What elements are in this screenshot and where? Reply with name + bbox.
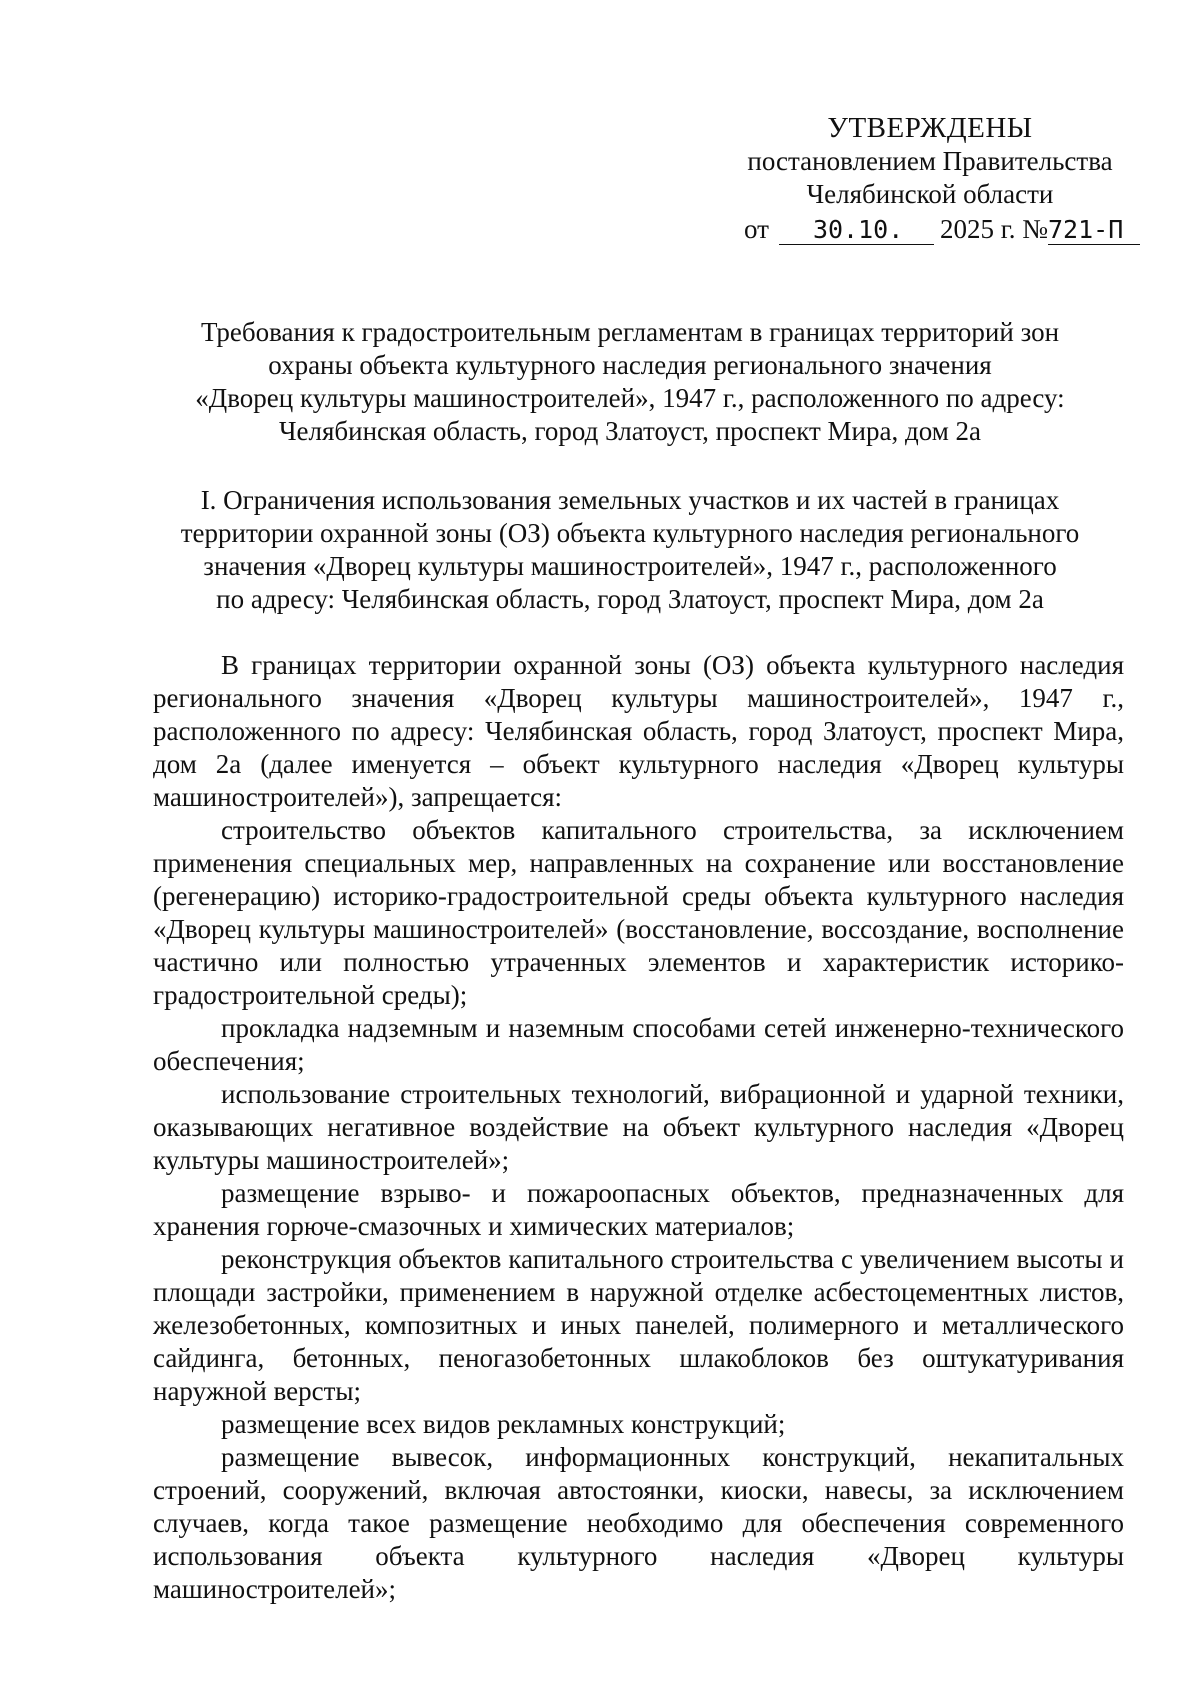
- approved-heading: УТВЕРЖДЕНЫ: [827, 112, 1033, 144]
- title-line: охраны объекта культурного наследия регионального значения: [268, 350, 992, 380]
- region-line: Челябинской области: [806, 179, 1054, 209]
- approved-by-line: постановлением Правительства: [747, 146, 1113, 176]
- body-paragraph: строительство объектов капитального строительства, за исключением применения специальных мер, направленных на сохранение или восстановление (регенерацию) историко-градостроительной среды объекта культурного наследия «Дворец культуры машиностроителей» (восстановление, воссоздание, восполнение частично или полностью утраченных элементов и характеристик историко-градостроительной среды);: [153, 815, 1124, 1010]
- section-heading-line: значения «Дворец культуры машиностроителей», 1947 г., расположенного: [203, 551, 1057, 581]
- section-heading-line: I. Ограничения использования земельных участков и их частей в границах: [200, 485, 1060, 515]
- body-paragraph: размещение всех видов рекламных конструкций;: [221, 1409, 786, 1439]
- from-label: от: [744, 214, 769, 244]
- body-paragraph: прокладка надземным и наземным способами сетей инженерно-технического обеспечения;: [153, 1013, 1124, 1076]
- body-paragraph: реконструкция объектов капитального строительства с увеличением высоты и площади застройки, применением в наружной отделке асбестоцементных листов, железобетонных, композитных и иных панелей, полимерного и металлического сайдинга, бетонных, пеногазобетонных шлакоблоков без оштукатуривания наружной версты;: [153, 1244, 1124, 1406]
- body-text: [153, 649, 1124, 1606]
- title-line: Челябинская область, город Златоуст, проспект Мира, дом 2а: [278, 416, 982, 446]
- document-title: [150, 316, 1110, 448]
- section-heading: [150, 484, 1110, 616]
- section-heading-line: по адресу: Челябинская область, город Златоуст, проспект Мира, дом 2а: [216, 584, 1044, 614]
- title-line: Требования к градостроительным регламентам в границах территорий зон: [200, 317, 1060, 347]
- section-heading-line: территории охранной зоны (ОЗ) объекта культурного наследия регионального: [180, 518, 1080, 548]
- resolution-date: 30.10.: [779, 216, 934, 245]
- body-paragraph: размещение вывесок, информационных конструкций, некапитальных строений, сооружений, включая автостоянки, киоски, навесы, за исключением случаев, когда такое размещение необходимо для обеспечения современного использования объекта культурного наследия «Дворец культуры машиностроителей»;: [153, 1442, 1124, 1604]
- body-paragraph: использование строительных технологий, вибрационной и ударной техники, оказывающих негативное воздействие на объект культурного наследия «Дворец культуры машиностроителей»;: [153, 1079, 1124, 1175]
- title-line: «Дворец культуры машиностроителей», 1947 г., расположенного по адресу:: [195, 383, 1065, 413]
- body-paragraph: размещение взрыво- и пожароопасных объектов, предназначенных для хранения горюче-смазочных и химических материалов;: [153, 1178, 1124, 1241]
- resolution-number: 721-П: [1048, 216, 1140, 245]
- body-paragraph: В границах территории охранной зоны (ОЗ) объекта культурного наследия регионального значения «Дворец культуры машиностроителей», 1947 г., расположенного по адресу: Челябинская область, город Златоуст, проспект Мира, дом 2а (далее именуется – объект культурного наследия «Дворец культуры машиностроителей»), запрещается:: [153, 650, 1124, 812]
- approval-stamp-block: [720, 112, 1140, 246]
- year-label: 2025 г. №: [939, 214, 1048, 244]
- date-number-line: [720, 213, 1140, 246]
